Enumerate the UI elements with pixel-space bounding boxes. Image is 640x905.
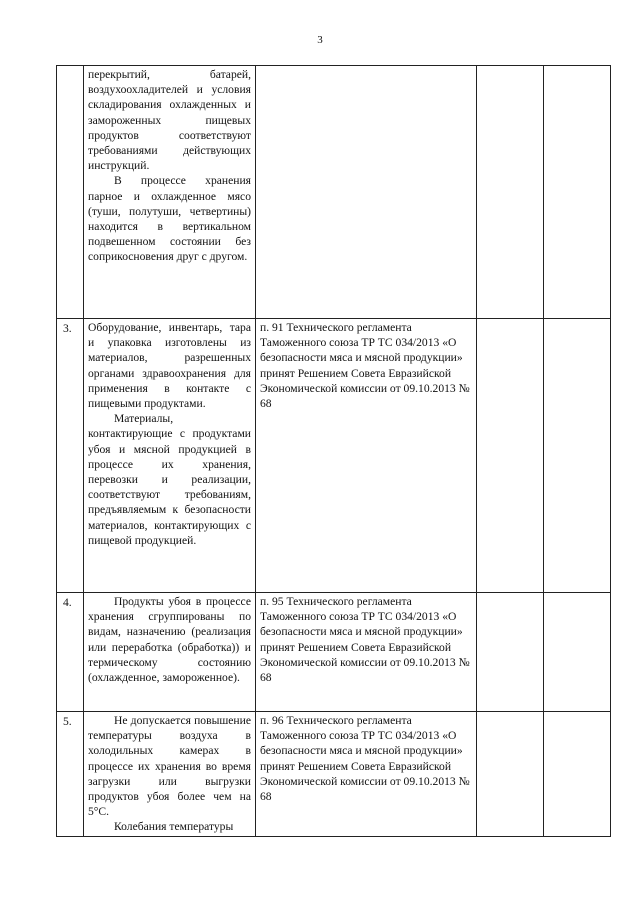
- answer-cell: [477, 66, 544, 319]
- row-number: 5.: [57, 712, 84, 837]
- requirement-cell: [84, 712, 256, 837]
- row-number: [57, 66, 84, 319]
- reference-cell: [256, 319, 477, 593]
- requirement-paragraph: Оборудование, инвентарь, тара и упаковка изготовлены из материалов, разрешенных органами здравоохранения для применения в контакте с пищевыми продуктами.: [88, 321, 251, 411]
- reference-text: п. 91 Технического регламента Таможенного союза ТР ТС 034/2013 «О безопасности мяса и мясной продукции» принят Решением Совета Евразийской Экономической комиссии от 09.10.2013 № 68: [260, 321, 470, 411]
- requirement-cell: [84, 66, 256, 319]
- row-number: 3.: [57, 319, 84, 593]
- table-row: [57, 66, 611, 319]
- requirement-paragraph: Продукты убоя в процессе хранения сгруппированы по видам, назначению (реализация или переработка (обработка)) и термическому состоянию (охлажденное, замороженное).: [88, 595, 251, 685]
- table-row: [57, 319, 611, 593]
- note-cell: [544, 66, 611, 319]
- reference-text: п. 95 Технического регламента Таможенного союза ТР ТС 034/2013 «О безопасности мяса и мясной продукции» принят Решением Совета Евразийской Экономической комиссии от 09.10.2013 № 68: [260, 595, 470, 685]
- answer-cell: [477, 319, 544, 593]
- table-row: [57, 712, 611, 837]
- reference-text: п. 96 Технического регламента Таможенного союза ТР ТС 034/2013 «О безопасности мяса и мясной продукции» принят Решением Совета Евразийской Экономической комиссии от 09.10.2013 № 68: [260, 714, 470, 804]
- requirement-paragraph: В процессе хранения парное и охлажденное мясо (туши, полутуши, четвертины) находится в вертикальном подвешенном состоянии без соприкосновения друг с другом.: [88, 174, 251, 264]
- table-row: [57, 593, 611, 712]
- reference-cell: [256, 712, 477, 837]
- note-cell: [544, 319, 611, 593]
- requirement-paragraph: Материалы, контактирующие с продуктами убоя и мясной продукцией в процессе их хранения, перевозки и реализации, соответствуют требованиям, предъявляемым к безопасности материалов, контактирующих с пищевой продукцией.: [88, 412, 251, 547]
- requirement-paragraph: Колебания температуры: [114, 820, 234, 834]
- answer-cell: [477, 593, 544, 712]
- requirement-cell: [84, 593, 256, 712]
- requirement-cell: [84, 319, 256, 593]
- reference-cell: [256, 66, 477, 319]
- reference-cell: [256, 593, 477, 712]
- note-cell: [544, 593, 611, 712]
- checklist-table: [56, 65, 611, 837]
- requirement-paragraph: Не допускается повышение температуры воздуха в холодильных камерах в процессе их хранения во время загрузки или выгрузки продуктов убоя более чем на 5°С.: [88, 714, 251, 819]
- row-number: 4.: [57, 593, 84, 712]
- answer-cell: [477, 712, 544, 837]
- note-cell: [544, 712, 611, 837]
- page-number: 3: [317, 34, 323, 46]
- requirement-paragraph: перекрытий, батарей, воздухоохладителей и условия складирования охлажденных и замороженных пищевых продуктов соответствуют требованиями действующих инструкций.: [88, 68, 251, 173]
